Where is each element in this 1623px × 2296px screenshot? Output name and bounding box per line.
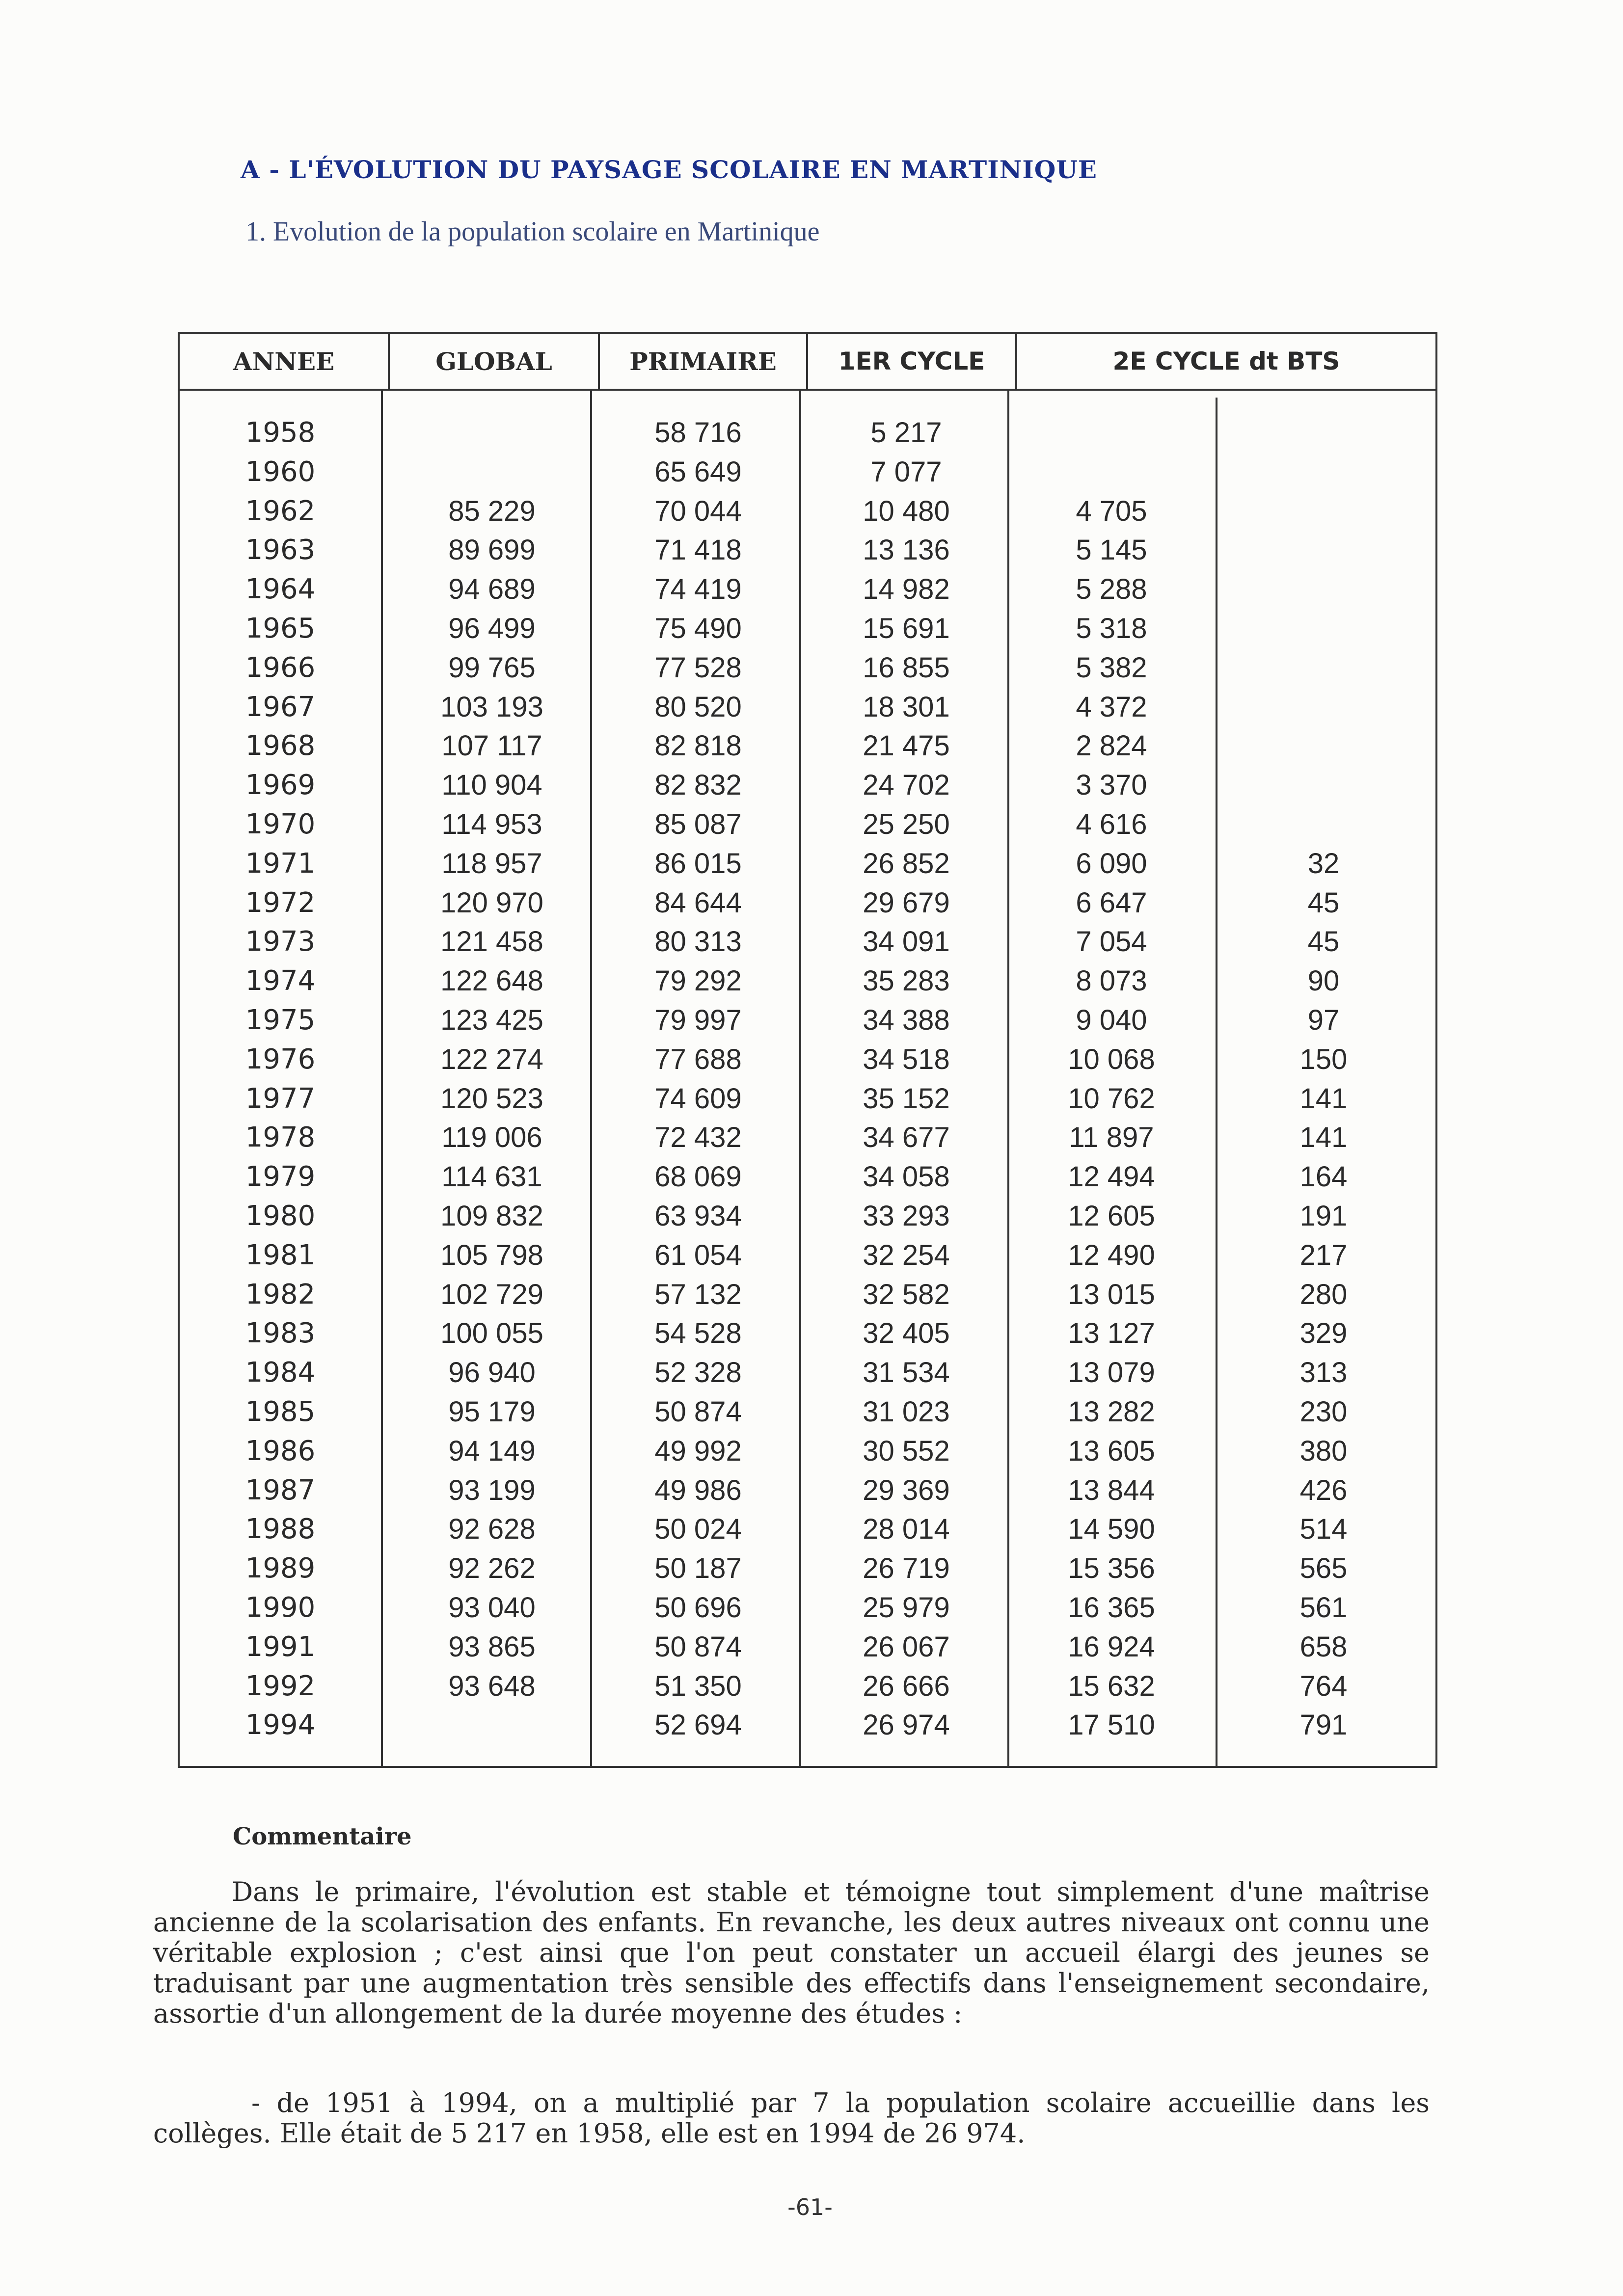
table-cell: 32 254 (863, 1239, 950, 1271)
table-cell: 1994 (245, 1709, 316, 1741)
table-cell (1220, 453, 1427, 492)
table-cell: 764 (1299, 1670, 1348, 1702)
table-cell: 31 023 (863, 1395, 950, 1428)
table-cell: 1990 (245, 1591, 316, 1624)
table-cell: 30 552 (863, 1435, 950, 1467)
table-cell: 13 015 (1068, 1278, 1155, 1310)
table-cell: 11 897 (1069, 1121, 1154, 1154)
table-cell: 33 293 (863, 1200, 950, 1232)
table-cell (1220, 726, 1427, 766)
table-cell: 791 (1299, 1709, 1348, 1741)
table-cell: 141 (1299, 1082, 1348, 1115)
table-cell: 1982 (245, 1278, 316, 1310)
table-cell: 1991 (245, 1630, 316, 1663)
table-cell: 329 (1299, 1317, 1348, 1350)
table-cell: 1976 (245, 1043, 316, 1075)
table-cell: 77 528 (654, 651, 742, 684)
table-cell (1220, 688, 1427, 727)
table-cell: 118 957 (441, 847, 542, 880)
table-cell: 26 719 (863, 1552, 950, 1585)
table-cell: 1960 (245, 455, 316, 488)
table-cell: 74 609 (654, 1082, 742, 1115)
header-primaire: PRIMAIRE (600, 334, 808, 389)
header-1er-cycle: 1ER CYCLE (808, 334, 1017, 389)
table-header-row (180, 334, 1435, 391)
table-cell: 94 689 (448, 573, 536, 606)
table-cell: 32 582 (863, 1278, 950, 1310)
page-number: -61- (787, 2194, 833, 2220)
table-cell: 32 405 (863, 1317, 950, 1350)
table-cell: 217 (1299, 1239, 1348, 1271)
table-cell: 25 250 (863, 808, 950, 840)
table-cell: 93 865 (448, 1630, 536, 1663)
table-cell: 4 372 (1076, 691, 1147, 723)
table-cell: 50 024 (654, 1513, 742, 1546)
column-primaire (595, 413, 801, 1745)
table-cell: 426 (1299, 1474, 1348, 1506)
table-cell: 95 179 (448, 1395, 536, 1428)
table-cell: 72 432 (654, 1121, 742, 1154)
header-global: GLOBAL (390, 334, 600, 389)
table-cell: 34 091 (863, 926, 950, 958)
table-cell: 57 132 (654, 1278, 742, 1310)
table-cell: 280 (1299, 1278, 1348, 1310)
table-cell: 514 (1299, 1513, 1348, 1546)
table-cell: 2 824 (1076, 730, 1147, 762)
table-cell: 13 282 (1068, 1395, 1155, 1428)
column-bts (1220, 413, 1427, 1745)
table-cell: 61 054 (654, 1239, 742, 1271)
table-cell: 71 418 (654, 534, 742, 566)
table-cell: 84 644 (654, 886, 742, 919)
table-cell: 79 997 (654, 1004, 742, 1036)
table-cell: 26 666 (863, 1670, 950, 1702)
table-cell: 122 274 (440, 1043, 543, 1075)
table-cell: 26 852 (863, 847, 950, 880)
table-cell: 85 229 (448, 495, 536, 527)
table-cell: 107 117 (441, 730, 542, 762)
table-cell: 32 (1307, 847, 1340, 880)
table-cell: 6 090 (1076, 847, 1147, 880)
table-cell: 1980 (245, 1200, 316, 1232)
table-cell: 85 087 (654, 808, 742, 840)
table-cell: 82 818 (654, 730, 742, 762)
column-global (389, 413, 595, 1745)
table-cell: 122 648 (440, 965, 543, 997)
table-cell: 26 974 (863, 1709, 950, 1741)
table-cell: 1962 (245, 495, 316, 527)
table-cell (1009, 453, 1214, 492)
table-cell: 16 855 (863, 651, 950, 684)
table-cell: 4 705 (1076, 495, 1147, 527)
table-cell: 63 934 (654, 1200, 742, 1232)
table-cell: 1979 (245, 1161, 316, 1193)
table-cell: 1973 (245, 926, 316, 958)
table-cell: 45 (1307, 886, 1340, 919)
table-cell: 1970 (245, 808, 316, 840)
table-cell: 1985 (245, 1395, 316, 1428)
table-cell: 1974 (245, 965, 316, 997)
table-cell: 97 (1307, 1004, 1340, 1036)
table-cell: 1975 (245, 1004, 316, 1036)
table-cell: 34 058 (863, 1161, 950, 1193)
table-cell: 150 (1299, 1043, 1348, 1075)
column-2e-cycle (1009, 413, 1214, 1745)
table-cell: 12 490 (1068, 1239, 1155, 1271)
table-cell: 9 040 (1076, 1004, 1147, 1036)
table-cell: 86 015 (654, 847, 742, 880)
table-cell: 1989 (245, 1552, 316, 1585)
table-cell: 58 716 (654, 417, 742, 449)
table-cell: 8 073 (1076, 965, 1147, 997)
table-cell (389, 413, 595, 453)
table-cell: 31 534 (863, 1357, 950, 1389)
comment-title: Commentaire (233, 1823, 412, 1850)
table-cell: 380 (1299, 1435, 1348, 1467)
table-cell: 92 262 (448, 1552, 536, 1585)
table-cell: 109 832 (440, 1200, 543, 1232)
table-cell: 16 365 (1068, 1591, 1155, 1624)
table-cell: 26 067 (863, 1630, 950, 1663)
table-cell: 123 425 (440, 1004, 543, 1036)
table-cell: 10 068 (1068, 1043, 1155, 1075)
table-cell: 7 054 (1076, 926, 1147, 958)
table-cell: 13 136 (863, 534, 950, 566)
table-cell: 230 (1299, 1395, 1348, 1428)
comment-paragraph-2: - de 1951 à 1994, on a multiplié par 7 la population scolaire accueillie dans les collèges. Elle était de 5 217 en 1958, elle est en 1994 de 26 974. (153, 2087, 1430, 2149)
table-cell: 14 982 (863, 573, 950, 606)
table-cell: 50 187 (654, 1552, 742, 1585)
table-cell: 3 370 (1076, 769, 1147, 801)
table-cell: 13 605 (1068, 1435, 1155, 1467)
table-cell: 100 055 (440, 1317, 543, 1350)
table-cell: 141 (1299, 1121, 1348, 1154)
table-cell: 1988 (245, 1513, 316, 1546)
table-cell: 18 301 (863, 691, 950, 723)
table-cell: 1971 (245, 847, 316, 880)
table-cell: 103 193 (440, 691, 543, 723)
table-cell: 1986 (245, 1435, 316, 1467)
table-cell (1220, 609, 1427, 648)
header-annee: ANNEE (180, 334, 390, 389)
table-cell: 79 292 (654, 965, 742, 997)
table-cell: 13 079 (1068, 1357, 1155, 1389)
column-1er-cycle (803, 413, 1009, 1745)
table-cell: 5 318 (1076, 612, 1147, 644)
table-cell: 70 044 (654, 495, 742, 527)
table-cell: 1983 (245, 1317, 316, 1350)
table-cell: 1977 (245, 1082, 316, 1115)
table-cell: 16 924 (1068, 1630, 1155, 1663)
table-cell: 1964 (245, 573, 316, 606)
table-cell: 50 874 (654, 1630, 742, 1663)
table-cell: 28 014 (863, 1513, 950, 1546)
table-cell: 5 145 (1076, 534, 1147, 566)
table-cell: 1965 (245, 612, 316, 644)
table-cell: 1966 (245, 651, 316, 684)
table-cell (1220, 531, 1427, 570)
table-cell: 52 694 (654, 1709, 742, 1741)
section-title: A - L'ÉVOLUTION DU PAYSAGE SCOLAIRE EN MARTINIQUE (241, 155, 1097, 184)
table-cell: 121 458 (440, 926, 543, 958)
table-cell: 17 510 (1068, 1709, 1155, 1741)
table-cell: 93 648 (448, 1670, 536, 1702)
table-cell: 114 631 (441, 1161, 542, 1193)
table-cell: 68 069 (654, 1161, 742, 1193)
table-cell: 561 (1299, 1591, 1348, 1624)
header-2e-cycle: 2E CYCLE dt BTS (1112, 347, 1340, 375)
table-cell: 15 691 (863, 612, 950, 644)
comment-paragraph-1: Dans le primaire, l'évolution est stable et témoigne tout simplement d'une maîtrise ancienne de la scolarisation des enfants. En revanche, les deux autres niveaux ont connu une véritable explosion ; c'est ainsi que l'on peut constater un accueil élargi des jeunes se traduisant par une augmentation très sensible des effectifs dans l'enseignement secondaire, assortie d'un allongement de la durée moyenne des études : (153, 1876, 1430, 2029)
table-cell: 110 904 (441, 769, 542, 801)
column-divider (381, 389, 383, 1766)
table-cell: 10 480 (863, 495, 950, 527)
table-cell: 313 (1299, 1357, 1348, 1389)
table-cell: 105 798 (440, 1239, 543, 1271)
table-cell (1220, 570, 1427, 609)
table-cell: 52 328 (654, 1357, 742, 1389)
table-cell: 90 (1307, 965, 1340, 997)
table-cell (1009, 413, 1214, 453)
table-cell: 74 419 (654, 573, 742, 606)
table-cell: 1972 (245, 886, 316, 919)
table-cell: 13 127 (1068, 1317, 1155, 1350)
table-cell: 10 762 (1068, 1082, 1155, 1115)
table-cell: 12 494 (1068, 1161, 1155, 1193)
table-cell: 35 152 (863, 1082, 950, 1115)
table-cell: 34 518 (863, 1043, 950, 1075)
table-cell: 34 677 (863, 1121, 950, 1154)
table-cell: 89 699 (448, 534, 536, 566)
table-cell (389, 1706, 595, 1745)
table-cell: 96 940 (448, 1357, 536, 1389)
table-cell (1220, 648, 1427, 688)
table-cell: 7 077 (870, 455, 942, 488)
table-cell: 164 (1299, 1161, 1348, 1193)
table-cell: 15 632 (1068, 1670, 1155, 1702)
table-cell: 1968 (245, 730, 316, 762)
table-cell: 120 970 (440, 886, 543, 919)
table-cell: 12 605 (1068, 1200, 1155, 1232)
table-cell: 80 313 (654, 926, 742, 958)
table-cell: 92 628 (448, 1513, 536, 1546)
table-cell: 119 006 (441, 1121, 542, 1154)
table-cell: 50 696 (654, 1591, 742, 1624)
table-cell: 51 350 (654, 1670, 742, 1702)
table-cell: 75 490 (654, 612, 742, 644)
table-cell: 5 217 (870, 417, 942, 449)
table-cell: 29 679 (863, 886, 950, 919)
table-cell: 29 369 (863, 1474, 950, 1506)
table-cell: 54 528 (654, 1317, 742, 1350)
table-cell: 1987 (245, 1474, 316, 1506)
table-cell: 49 986 (654, 1474, 742, 1506)
table-cell: 5 288 (1076, 573, 1147, 606)
table-cell: 1984 (245, 1357, 316, 1389)
table-cell: 35 283 (863, 965, 950, 997)
table-cell: 6 647 (1076, 886, 1147, 919)
table-cell: 25 979 (863, 1591, 950, 1624)
table-cell: 114 953 (441, 808, 542, 840)
table-cell: 1963 (245, 534, 316, 566)
table-cell: 24 702 (863, 769, 950, 801)
table-cell: 50 874 (654, 1395, 742, 1428)
table-cell: 34 388 (863, 1004, 950, 1036)
table-cell: 1969 (245, 769, 316, 801)
table-cell: 96 499 (448, 612, 536, 644)
table-cell: 1958 (245, 417, 316, 449)
table-cell: 565 (1299, 1552, 1348, 1585)
table-cell: 1967 (245, 691, 316, 723)
table-cell: 14 590 (1068, 1513, 1155, 1546)
table-cell: 13 844 (1068, 1474, 1155, 1506)
table-cell: 80 520 (654, 691, 742, 723)
table-cell: 49 992 (654, 1435, 742, 1467)
table-cell: 1992 (245, 1670, 316, 1702)
column-annee (180, 413, 381, 1745)
table-cell: 4 616 (1076, 808, 1147, 840)
table-cell: 45 (1307, 926, 1340, 958)
table-cell: 120 523 (440, 1082, 543, 1115)
column-divider (1216, 398, 1217, 1766)
table-cell (1220, 492, 1427, 531)
table-cell: 658 (1299, 1630, 1348, 1663)
table-cell: 5 382 (1076, 651, 1147, 684)
table-cell: 102 729 (440, 1278, 543, 1310)
table-cell: 82 832 (654, 769, 742, 801)
table-cell: 1978 (245, 1121, 316, 1154)
table-cell (389, 453, 595, 492)
subtitle: 1. Evolution de la population scolaire en Martinique (245, 216, 820, 247)
table-cell: 21 475 (863, 730, 950, 762)
table-cell: 77 688 (654, 1043, 742, 1075)
table-cell: 191 (1299, 1200, 1348, 1232)
table-cell (1220, 413, 1427, 453)
table-cell: 99 765 (448, 651, 536, 684)
population-table (178, 332, 1437, 1768)
table-cell: 1981 (245, 1239, 316, 1271)
table-cell: 65 649 (654, 455, 742, 488)
table-cell: 93 040 (448, 1591, 536, 1624)
table-cell (1220, 766, 1427, 805)
table-cell: 15 356 (1068, 1552, 1155, 1585)
table-cell: 93 199 (448, 1474, 536, 1506)
table-cell (1220, 805, 1427, 844)
table-cell: 94 149 (448, 1435, 536, 1467)
